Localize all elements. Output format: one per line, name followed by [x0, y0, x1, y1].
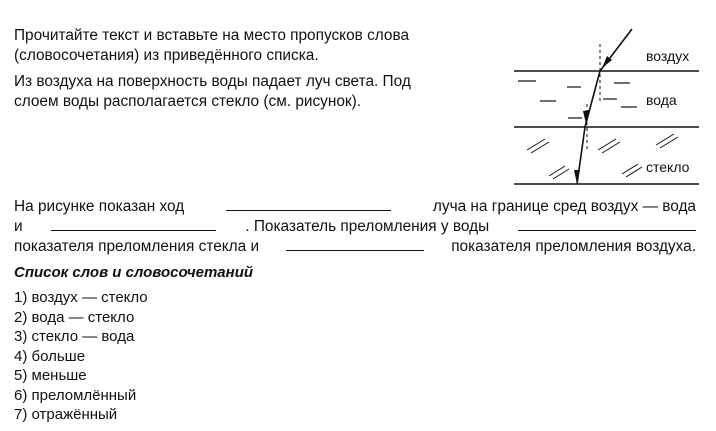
list-item: 7) отражённый: [14, 406, 118, 423]
water-hatching: [518, 81, 637, 118]
options-list: [14, 288, 148, 425]
label-glass: стекло: [646, 159, 690, 175]
passage-text: показателя преломления стекла и: [14, 238, 260, 255]
passage-line-3: [14, 236, 696, 257]
blank-3[interactable]: [518, 216, 696, 231]
arrow-head-3: [574, 170, 580, 184]
list-item: 3) стекло — вода: [14, 328, 135, 345]
label-water: вода: [646, 92, 677, 108]
list-item: 2) вода — стекло: [14, 308, 135, 326]
instruction-line-2: (словосочетания) из приведённого списка.: [14, 47, 319, 64]
passage-text: . Показатель преломления у воды: [245, 218, 490, 235]
passage-text: На рисунке показан ход: [14, 198, 185, 215]
list-item: 6) преломлённый: [14, 386, 137, 404]
blank-1[interactable]: [226, 196, 391, 211]
passage-line-1: [14, 196, 696, 217]
label-air: воздух: [646, 48, 690, 64]
list-item: 4) больше: [14, 347, 86, 365]
passage-text: показателя преломления воздуха.: [451, 238, 696, 255]
list-item: 5) меньше: [14, 367, 87, 384]
blank-4[interactable]: [286, 236, 424, 251]
context-line-2: слоем воды располагается стекло (см. рисунок).: [14, 93, 362, 110]
list-title: Список слов и словосочетаний: [14, 264, 254, 281]
blank-2[interactable]: [51, 216, 216, 231]
passage-line-2: [14, 216, 696, 237]
instruction-line-1: Прочитайте текст и вставьте на место пропусков слова: [14, 27, 410, 44]
context-line-1: Из воздуха на поверхность воды падает луч света. Под: [14, 73, 411, 90]
passage-text: луча на границе сред воздух — вода: [432, 198, 696, 215]
passage-text: и: [14, 218, 23, 235]
list-item: 1) воздух — стекло: [14, 289, 148, 306]
